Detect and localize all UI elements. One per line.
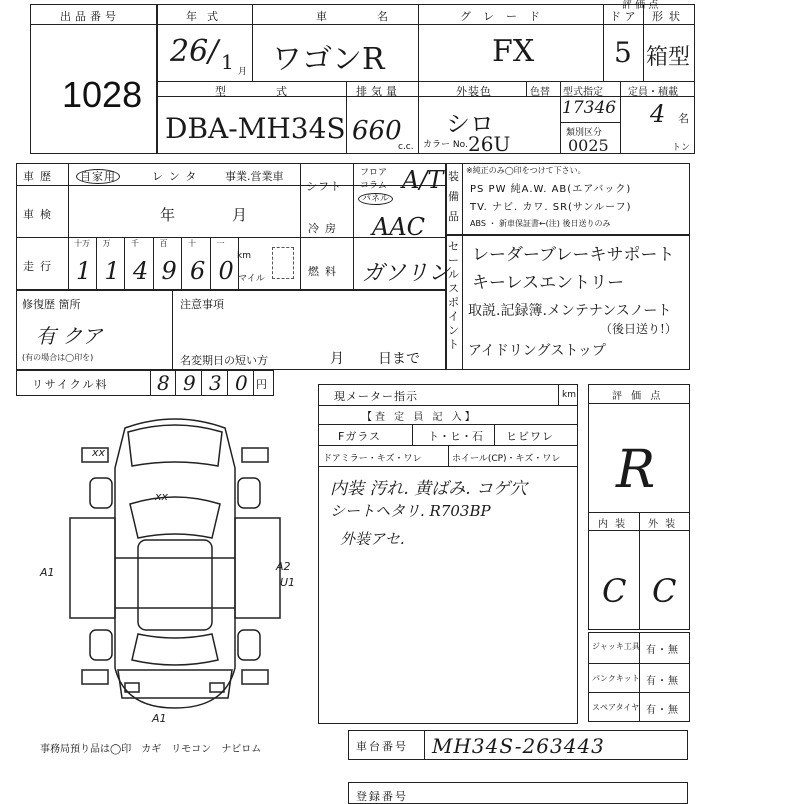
month-unit: 月 [238, 67, 248, 77]
model-label: 型式 [215, 85, 337, 98]
year-hand: 26/ [170, 34, 219, 69]
glass-opts: ト・ヒ・石 [428, 430, 483, 443]
mileage-digit: 1 [104, 257, 120, 285]
chassis-label: 車台番号 [356, 740, 408, 753]
equipment-label: 装備品 [448, 170, 459, 223]
mileage-digit-header: 百 [159, 239, 168, 248]
mileage-cell [154, 237, 183, 290]
recycle-digit-cell [176, 370, 202, 396]
mileage-digit: 9 [161, 257, 177, 285]
equip-line3: TV. ナビ. カワ. SR(サンルーフ) [470, 202, 632, 213]
insp-month: 月 [232, 206, 249, 224]
jack-yesno: 有・無 [646, 645, 679, 656]
type-spec-label: 型式指定 [563, 87, 603, 98]
repair-label: 修復歴 箇所 [22, 298, 81, 311]
mile-unit: マイル [238, 274, 265, 284]
mileage-digit-header: 千 [131, 239, 139, 248]
disp-label: 排気量 [356, 85, 401, 98]
sales-point-1: レーダーブレーキサポート [472, 245, 675, 265]
mileage-label: 走行 [23, 260, 57, 273]
doors-hand: 5 [614, 36, 632, 69]
shift-opt-column: コラム [360, 181, 387, 191]
meter-label: 現メーター指示 [334, 390, 418, 403]
year-label: 年式 [186, 10, 228, 23]
mileage-digit: 1 [76, 257, 92, 285]
name-change-label: 名変期日の短い方 [180, 354, 268, 367]
mileage-cell [211, 237, 240, 290]
class-label: 類別区分 [566, 128, 603, 138]
interior-label: 内 装 [598, 519, 628, 530]
sales-label: セールスポイント [448, 240, 459, 351]
glass-label: Fガラス [338, 430, 381, 443]
name-label: 車名 [316, 10, 438, 23]
score-title: 評 価 点 [612, 391, 664, 402]
spare-label: スペアタイヤ [592, 703, 640, 712]
lot-label: 出品番号 [60, 10, 120, 23]
diagram-mark: A2 [276, 560, 291, 573]
inspector-note-3: 外装アセ. [340, 530, 405, 548]
mileage-digit: 6 [190, 257, 206, 285]
mileage-digit: 0 [218, 257, 234, 285]
reg-label: 登録番号 [356, 790, 408, 803]
grade-hand: FX [492, 34, 535, 69]
mirror-label: ドアミラー・キズ・ワレ [323, 454, 422, 464]
name-hand: ワゴンR [272, 42, 385, 77]
notes-label: 注意事項 [180, 298, 224, 311]
sales-point-3: 取説.記録簿.メンテナンスノート [468, 303, 672, 319]
inspector-note-1: 内装 汚れ. 黄ばみ. コゲ穴 [330, 479, 528, 499]
capacity-label: 定員・積載 [628, 87, 678, 98]
name-change-month: 月 [330, 351, 345, 367]
model-hand: DBA-MH34S [165, 112, 346, 145]
top-right-label: 評 価 点 [622, 0, 659, 11]
inspection-label: 車検 [23, 208, 57, 221]
shift-opt-panel: パネル [358, 191, 393, 204]
sales-point-4: （後日送り!） [600, 322, 677, 336]
ac-hand: AAC [372, 213, 426, 241]
office-note: 事務局預り品は◯印 カギ リモコン ナビロム [40, 744, 262, 755]
cc-unit: c.c. [398, 142, 414, 152]
disp-hand: 660 [352, 116, 402, 146]
chassis-hand: MH34S-263443 [432, 734, 605, 758]
color-no-label: カラー No. [423, 140, 468, 150]
recycle-digit: 9 [183, 371, 196, 395]
meter-km: km [562, 390, 576, 400]
name-change-day: 日まで [378, 351, 420, 367]
mile-box [272, 247, 294, 279]
shape-hand: 箱型 [646, 45, 691, 70]
glass-crack: ヒビワレ [506, 430, 554, 443]
color-no-hand: 26U [468, 132, 511, 156]
mileage-digit: 4 [133, 257, 149, 285]
puncture-yesno: 有・無 [646, 676, 679, 687]
doors-label: ドア [610, 10, 640, 23]
equip-line2: PS PW 純A.W. AB(エアバック) [470, 184, 632, 195]
diagram-mark: A1 [40, 566, 55, 579]
car-diagram [30, 408, 320, 728]
recycle-digit: 3 [209, 371, 222, 395]
year-month-hand: 1 [221, 50, 234, 74]
inspector-header: 【査 定 員 記 入】 [362, 412, 478, 423]
lot-number: 1028 [62, 74, 143, 115]
recycle-digit-cell [228, 370, 254, 396]
jack-label: ジャッキ工具 [592, 642, 640, 651]
fuel-hand: ガソリン [362, 261, 451, 286]
score-overall: R [616, 440, 656, 500]
mileage-cell [182, 237, 211, 290]
shift-label: シフト [306, 180, 342, 193]
ac-label: 冷房 [308, 222, 342, 235]
mileage-cell [125, 237, 154, 290]
recycle-digit: 0 [235, 371, 248, 395]
insp-year: 年 [160, 206, 177, 224]
diagram-mark: U1 [280, 576, 296, 589]
recycle-label: リサイクル料 [32, 378, 109, 391]
exterior-label: 外 装 [648, 519, 678, 530]
history-opt-business: 事業.営業車 [225, 170, 284, 183]
spare-yesno: 有・無 [646, 705, 679, 716]
ext-color-hand: シロ [446, 110, 494, 138]
capacity-hand: 4 [650, 100, 666, 128]
class-hand: 0025 [568, 136, 609, 155]
mileage-cell [68, 237, 97, 290]
exterior-score: C [652, 572, 677, 610]
diagram-mark: xx [155, 490, 169, 503]
fuel-label: 燃料 [308, 265, 342, 278]
history-label: 車歴 [23, 170, 57, 183]
inspector-note-2: シートヘタリ. R703BP [330, 502, 491, 520]
recycle-unit: 円 [256, 378, 268, 391]
recycle-digit-cell [150, 370, 176, 396]
diagram-mark: xx [92, 446, 106, 459]
grade-label: グレード [460, 10, 552, 23]
wheel-label: ホイール(CP)・キズ・ワレ [452, 454, 561, 464]
mileage-cell [97, 237, 126, 290]
equip-line4: ABS ・ 新車保証書←(注) 後日送りのみ [470, 219, 611, 228]
mileage-digit-header: 十万 [74, 239, 90, 248]
sales-point-2: キーレスエントリー [472, 273, 625, 293]
history-opt-private: 自家用 [76, 168, 120, 184]
shift-hand: A/T [402, 166, 444, 194]
sales-point-5: アイドリングストップ [468, 343, 606, 359]
repair-value: 有 クア [36, 324, 103, 348]
recycle-digit: 8 [157, 371, 170, 395]
cap-unit-person: 名 [678, 112, 689, 125]
shape-label: 形状 [652, 10, 686, 23]
mileage-digit-header: 一 [216, 239, 225, 248]
interior-score: C [602, 572, 627, 610]
color-change-label: 色替 [530, 87, 550, 98]
cap-unit-ton: トン [672, 143, 691, 153]
type-spec-hand: 17346 [562, 98, 617, 118]
mileage-digit-header: 十 [188, 239, 196, 248]
ext-color-label: 外装色 [456, 85, 492, 98]
history-opt-rental: レンタ [152, 170, 203, 183]
recycle-digit-cell [202, 370, 228, 396]
repair-note: (有の場合は◯印を) [22, 353, 94, 362]
km-unit: km [237, 251, 251, 261]
diagram-mark: A1 [152, 712, 167, 725]
shift-opt-floor: フロア [360, 168, 388, 178]
mileage-digit-header: 万 [102, 239, 111, 248]
equip-line1: ※純正のみ◯印をつけて下さい。 [466, 166, 586, 175]
puncture-label: パンクキット [592, 674, 640, 683]
